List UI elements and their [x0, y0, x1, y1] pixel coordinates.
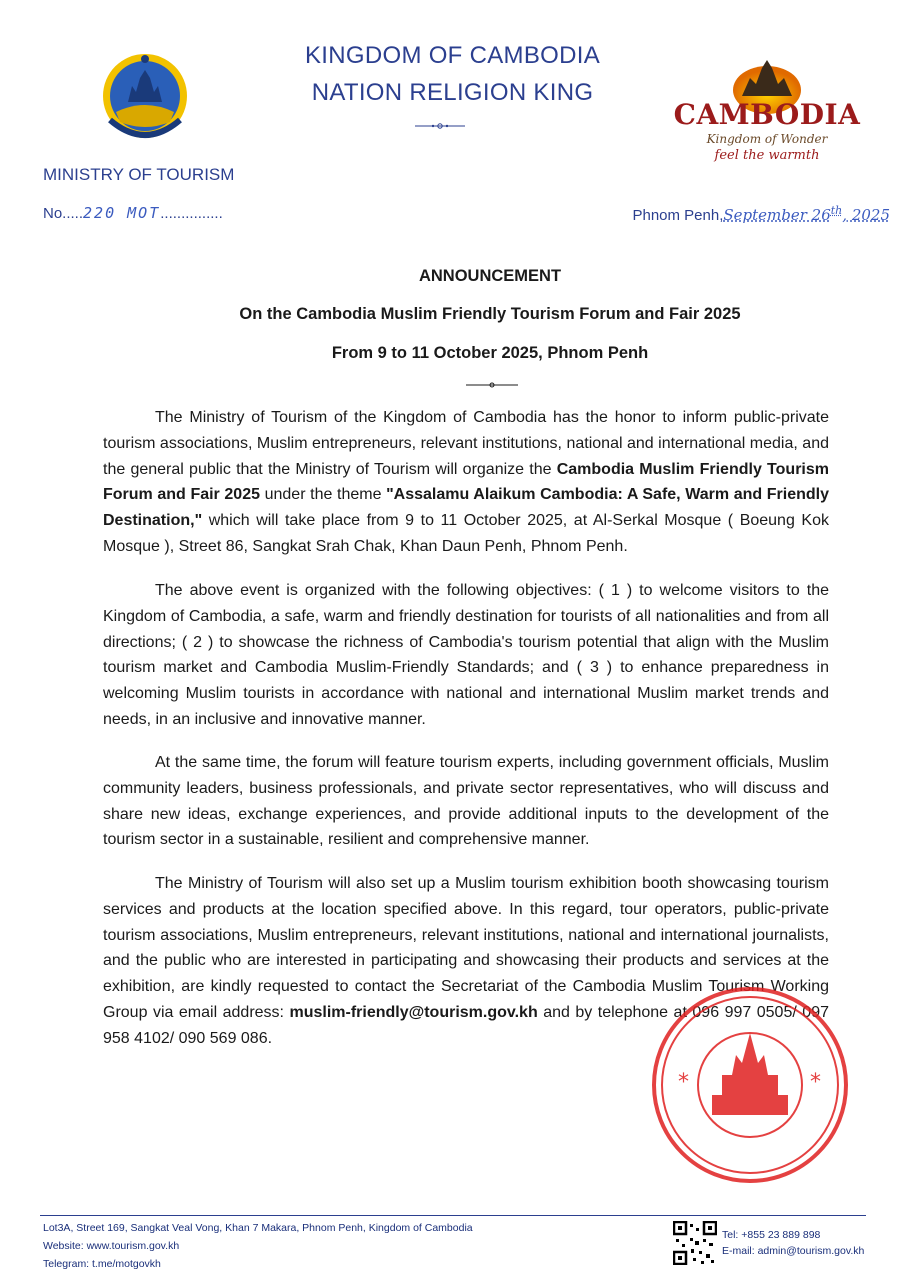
header-divider	[415, 122, 465, 130]
national-motto: NATION RELIGION KING	[311, 79, 594, 106]
ref-suffix: ...............	[160, 205, 223, 222]
ref-prefix: No.....	[43, 205, 84, 222]
reference-number	[43, 204, 223, 222]
svg-text:*: *	[678, 1070, 689, 1095]
ministry-name: MINISTRY OF TOURISM	[43, 165, 235, 184]
place-name: Phnom Penh,	[632, 207, 724, 224]
contact-email[interactable]: muslim-friendly@tourism.gov.kh	[289, 1003, 538, 1021]
qr-code-icon	[673, 1221, 717, 1265]
footer-website[interactable]: Website: www.tourism.gov.kh	[43, 1240, 180, 1252]
paragraph-intro: The Ministry of Tourism of the Kingdom of Cambodia has the honor to inform public-private tourism associations, Muslim entrepreneurs, relevant institutions, national and international media, and the general public that the Ministry of Tourism will organize the Cambodia Muslim Friendly Tourism Forum and Fair 2025 under the theme "Assalamu Alaikum Cambodia: A Safe, Warm and Friendly Destination," which will take place from 9 to 11 October 2025, at Al-Serkal Mosque ( Boeung Kok Mosque ), Street 86, Sangkat Srah Chak, Khan Daun Penh, Phnom Penh.	[103, 409, 829, 555]
announcement-dates: From 9 to 11 October 2025, Phnom Penh	[331, 344, 649, 362]
brand-tagline-kingdom: Kingdom of Wonder	[706, 132, 828, 146]
official-stamp-icon	[650, 985, 850, 1185]
footer-rule	[40, 1215, 866, 1216]
footer-email[interactable]: E-mail: admin@tourism.gov.kh	[722, 1245, 865, 1257]
footer-address: Lot3A, Street 169, Sangkat Veal Vong, Khan 7 Makara, Phnom Penh, Kingdom of Cambodia	[43, 1222, 473, 1234]
announcement-heading: ANNOUNCEMENT	[418, 267, 562, 285]
brand-name: CAMBODIA	[673, 98, 861, 131]
date-year: , 2025	[842, 206, 890, 224]
date-suffix: th	[830, 204, 843, 217]
paragraph-exhibition: The Ministry of Tourism will also set up a Muslim tourism exhibition booth showcasing tourism services and products at the location specified above. In this regard, tour operators, public-private tourism associations, Muslim entrepreneurs, relevant institutions, national and international journalists, and the public who are interested in participating and showcasing their products and services at the exhibition, are kindly requested to contact the Secretariat of the Cambodia Muslim Tourism Working Group via email address: muslim-friendly@tourism.gov.kh and by telephone at 096 997 0505/ 097 958 4102/ 090 569 086.	[103, 875, 829, 1047]
title-divider	[466, 381, 518, 389]
announcement-subject: On the Cambodia Muslim Friendly Tourism Forum and Fair 2025	[239, 305, 741, 323]
dateline	[632, 204, 890, 224]
event-name: Cambodia Muslim Friendly Tourism Forum and Fair 2025	[103, 460, 829, 504]
ref-handwritten: 220 MOT	[83, 204, 161, 222]
date-handwritten: September 26	[723, 206, 831, 224]
svg-text:*: *	[810, 1070, 821, 1095]
footer-telegram[interactable]: Telegram: t.me/motgovkh	[43, 1258, 161, 1270]
footer-telephone: Tel: +855 23 889 898	[722, 1229, 821, 1241]
paragraph-objectives: The above event is organized with the following objectives: ( 1 ) to welcome visitors to the Kingdom of Cambodia, a safe, warm and friendly destination for tourists of all nationalities and from all directions; ( 2 ) to showcase the richness of Cambodia's tourism potential that align with the Muslim tourism market and Cambodia Muslim-Friendly Standards; and ( 3 ) to enhance preparedness in welcoming Muslim tourists in accordance with national and international Muslim market trends and needs, in an inclusive and innovative manner.	[103, 582, 829, 728]
paragraph-forum: At the same time, the forum will feature tourism experts, including government officials, Muslim community leaders, business professionals, and private sector representatives, who will discuss and share new ideas, exchange experiences, and provide additional inputs to the development of the tourism sector in a sustainable, resilient and comprehensive manner.	[103, 754, 829, 849]
event-theme: "Assalamu Alaikum Cambodia: A Safe, Warm and Friendly Destination,"	[103, 486, 829, 530]
brand-tagline-warmth: feel the warmth	[714, 148, 820, 163]
kingdom-title: KINGDOM OF CAMBODIA	[304, 42, 601, 69]
